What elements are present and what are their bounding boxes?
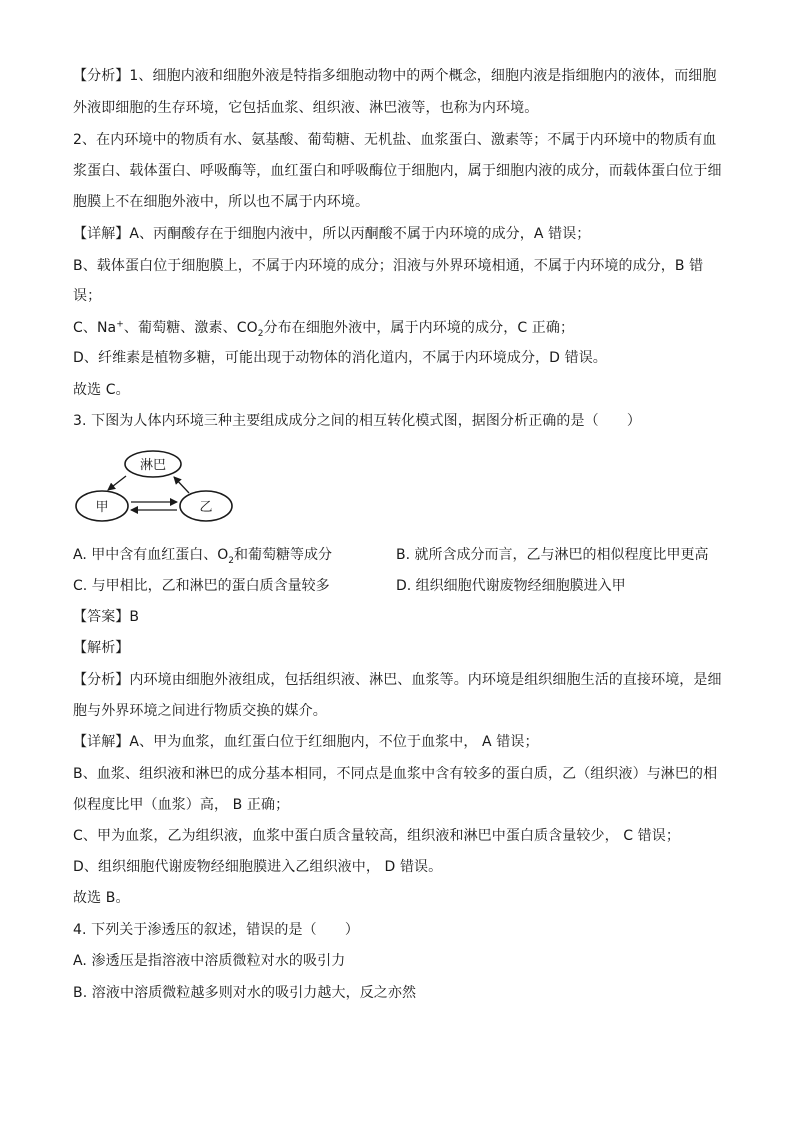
- diagram-svg: [74, 448, 234, 526]
- analysis2-line-1: 【分析】内环境由细胞外液组成，包括组织液、淋巴、血浆等。内环境是组织细胞生活的直接环境，是细: [73, 672, 722, 688]
- analysis-line-5: 胞膜上不在细胞外液中，所以也不属于内环境。: [73, 194, 370, 210]
- detail2-line-d: D、组织细胞代谢废物经细胞膜进入乙组织液中， D 错误。: [73, 859, 443, 875]
- analysis-line-4: 浆蛋白、载体蛋白、呼吸酶等，血红蛋白和呼吸酶位于细胞内，属于细胞内液的成分，而载体蛋白位于细: [73, 163, 722, 179]
- question-4-option-a: A. 渗透压是指溶液中溶质微粒对水的吸引力: [73, 953, 346, 969]
- arrow-yi-to-lymph: [174, 477, 189, 493]
- co2-subscript: 2: [257, 328, 264, 339]
- detail-line-a: 【详解】A、丙酮酸存在于细胞内液中，所以丙酮酸不属于内环境的成分，A 错误；: [73, 226, 591, 242]
- conclusion2-line: 故选 B。: [73, 890, 130, 906]
- sodium-charge: +: [116, 319, 124, 330]
- conclusion-line: 故选 C。: [73, 382, 130, 398]
- detail-line-c-pre: C、Na: [73, 320, 117, 336]
- detail2-line-b-cont: 似程度比甲（血浆）高， B 正确；: [73, 797, 290, 813]
- node-label-yi: 乙: [199, 500, 213, 515]
- detail-line-c: [73, 318, 574, 338]
- option-a-pre: A. 甲中含有血红蛋白、O: [73, 547, 229, 563]
- analysis-heading: 【解析】: [73, 640, 130, 656]
- node-label-lymph: 淋巴: [139, 458, 167, 473]
- detail2-line-b: B、血浆、组织液和淋巴的成分基本相同，不同点是血浆中含有较多的蛋白质，乙（组织液）与淋巴的相: [73, 766, 718, 782]
- detail-line-d: D、纤维素是植物多糖，可能出现于动物体的消化道内，不属于内环境成分，D 错误。: [73, 350, 607, 366]
- option-c: C. 与甲相比，乙和淋巴的蛋白质含量较多: [73, 578, 330, 594]
- detail-line-b: B、载体蛋白位于细胞膜上，不属于内环境的成分；泪液与外界环境相通，不属于内环境的成分，B 错: [73, 258, 704, 274]
- node-label-jia: 甲: [95, 500, 109, 515]
- question-4-stem: 4. 下列关于渗透压的叙述，错误的是（ ）: [73, 922, 360, 938]
- conversion-diagram: [74, 448, 234, 526]
- analysis2-line-2: 胞与外界环境之间进行物质交换的媒介。: [73, 703, 327, 719]
- option-d: D. 组织细胞代谢废物经细胞膜进入甲: [396, 578, 626, 594]
- option-a-post: 和葡萄糖等成分: [234, 547, 332, 563]
- detail-line-c-post: 分布在细胞外液中，属于内环境的成分，C 正确；: [263, 320, 575, 336]
- detail2-line-a: 【详解】A、甲为血浆，血红蛋白位于红细胞内，不位于血浆中， A 错误；: [73, 734, 539, 750]
- option-b: B. 就所含成分而言，乙与淋巴的相似程度比甲更高: [396, 547, 709, 563]
- question-4-option-b: B. 溶液中溶质微粒越多则对水的吸引力越大，反之亦然: [73, 985, 417, 1001]
- answer-line: 【答案】B: [73, 609, 140, 625]
- detail2-line-c: C、甲为血浆，乙为组织液，血浆中蛋白质含量较高，组织液和淋巴中蛋白质含量较少， C 错误；: [73, 828, 680, 844]
- o2-subscript: 2: [228, 555, 234, 566]
- analysis-line-3: 2、在内环境中的物质有水、氨基酸、葡萄糖、无机盐、血浆蛋白、激素等；不属于内环境中的物质有血: [73, 132, 717, 148]
- question-3-stem: 3. 下图为人体内环境三种主要组成成分之间的相互转化模式图，据图分析正确的是（ ）: [73, 413, 642, 429]
- analysis-line-1: 【分析】1、细胞内液和细胞外液是特指多细胞动物中的两个概念，细胞内液是指细胞内的液体，而细胞: [73, 68, 717, 84]
- analysis-line-2: 外液即细胞的生存环境，它包括血浆、组织液、淋巴液等，也称为内环境。: [73, 100, 539, 116]
- detail-line-c-mid: 、葡萄糖、激素、CO: [123, 320, 258, 336]
- detail-line-b-cont: 误；: [73, 288, 102, 304]
- arrow-lymph-to-jia: [108, 476, 126, 490]
- option-a: [73, 545, 332, 565]
